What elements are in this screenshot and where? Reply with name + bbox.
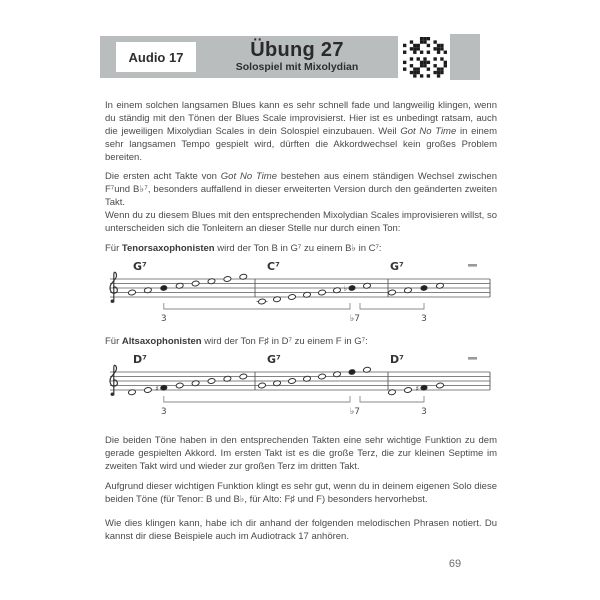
song-title-italic: Got No Time xyxy=(220,171,277,182)
audio-track-badge xyxy=(116,42,196,72)
svg-text:♭7: ♭7 xyxy=(350,407,360,417)
svg-text:♭: ♭ xyxy=(343,284,348,293)
svg-text:♯: ♯ xyxy=(415,383,420,393)
paragraph-intro xyxy=(105,99,497,164)
qr-code-icon xyxy=(403,37,447,81)
body-text-column xyxy=(105,99,497,543)
paragraph-function: Die beiden Töne haben in den entsprechenden Takten eine sehr wichtige Funktion zu dem gerade gespielten Akkord. Im ersten Takt ist es die große Terz, die zur kleinen Septime im zweiten Takt wird und wieder zur großen Terz im dritten Takt. xyxy=(105,435,497,472)
svg-text:C⁷: C⁷ xyxy=(267,260,280,273)
exercise-title-block xyxy=(196,40,398,75)
paragraph-eight-bars xyxy=(105,170,497,209)
alto-lead-line xyxy=(105,335,497,348)
svg-text:G⁷: G⁷ xyxy=(267,353,281,366)
tenor-keyword: Tenorsaxophonisten xyxy=(121,243,215,254)
tenor-lead-line xyxy=(105,242,497,255)
paragraph-eight-bars-text: Die ersten acht Takte von xyxy=(105,171,221,182)
svg-text:D⁷: D⁷ xyxy=(133,353,147,366)
tenor-lead-pre: Für xyxy=(105,243,122,254)
svg-text:G⁷: G⁷ xyxy=(390,260,404,273)
music-staff-tenor xyxy=(100,257,500,329)
paragraph-intro-text-2: in einem sehr langsamen Tempo gespielt wird, dürften die Akkordwechsel kein großes Problem bereiten. xyxy=(105,126,497,163)
svg-text:D⁷: D⁷ xyxy=(390,353,404,366)
header-side-block xyxy=(450,34,480,80)
alto-keyword: Altsaxophonisten xyxy=(121,336,202,347)
svg-text:3: 3 xyxy=(421,407,427,417)
paragraph-eight-bars-text-2: bestehen aus einem ständigen Wechsel zwischen F⁷und B♭⁷, besonders auffallend in dieser erweiterten Version durch den geänderten zweiten Takt. xyxy=(105,171,497,208)
page-number: 69 xyxy=(448,558,462,570)
exercise-subtitle: Solospiel mit Mixolydian xyxy=(235,60,359,73)
paragraph-listen: Wie dies klingen kann, habe ich dir anhand der folgenden melodischen Phrasen notiert. Du kannst dir diese Beispiele auch im Audiotrack 17 anhören. xyxy=(105,518,497,542)
exercise-header-bar xyxy=(100,36,398,78)
song-title-italic: Got No Time xyxy=(400,126,457,137)
alto-lead-post: wird der Ton F♯ in D⁷ zu einem F in G⁷: xyxy=(201,336,368,347)
music-staff-alto xyxy=(100,350,500,422)
svg-text:3: 3 xyxy=(421,314,427,324)
svg-text:♭7: ♭7 xyxy=(350,314,360,324)
svg-text:♯: ♯ xyxy=(155,383,159,393)
tenor-lead-post: wird der Ton B in G⁷ zu einem B♭ in C⁷: xyxy=(214,243,382,254)
svg-text:3: 3 xyxy=(160,407,167,417)
alto-lead-pre: Für xyxy=(105,336,122,347)
audio-track-label: Audio 17 xyxy=(128,49,184,65)
paragraph-emphasis: Aufgrund dieser wichtigen Funktion klingt es sehr gut, wenn du in deinem eigenen Solo diese beiden Töne (für Tenor: B und B♭, für Alto: F♯ und F) besonders hervorhebst. xyxy=(105,481,497,505)
paragraph-intro-text: In einem solchen langsamen Blues kann es sehr schnell fade und langweilig klingen, wenn du ständig mit den Tönen der Blues Scale improvisierst. Hier ist es unbedingt ratsam, auch die jeweiligen Mixolydian Scales in dein Solospiel einzubauen. Weil xyxy=(105,100,497,137)
paragraph-scales-differ: Wenn du zu diesem Blues mit den entsprechenden Mixolydian Scales improvisieren willst, so unterscheiden sich die Tonleitern an dieser Stelle nur durch einen Ton: xyxy=(105,210,497,234)
svg-text:G⁷: G⁷ xyxy=(133,260,147,273)
exercise-title: Übung 27 xyxy=(250,38,344,61)
svg-text:3: 3 xyxy=(160,314,167,324)
